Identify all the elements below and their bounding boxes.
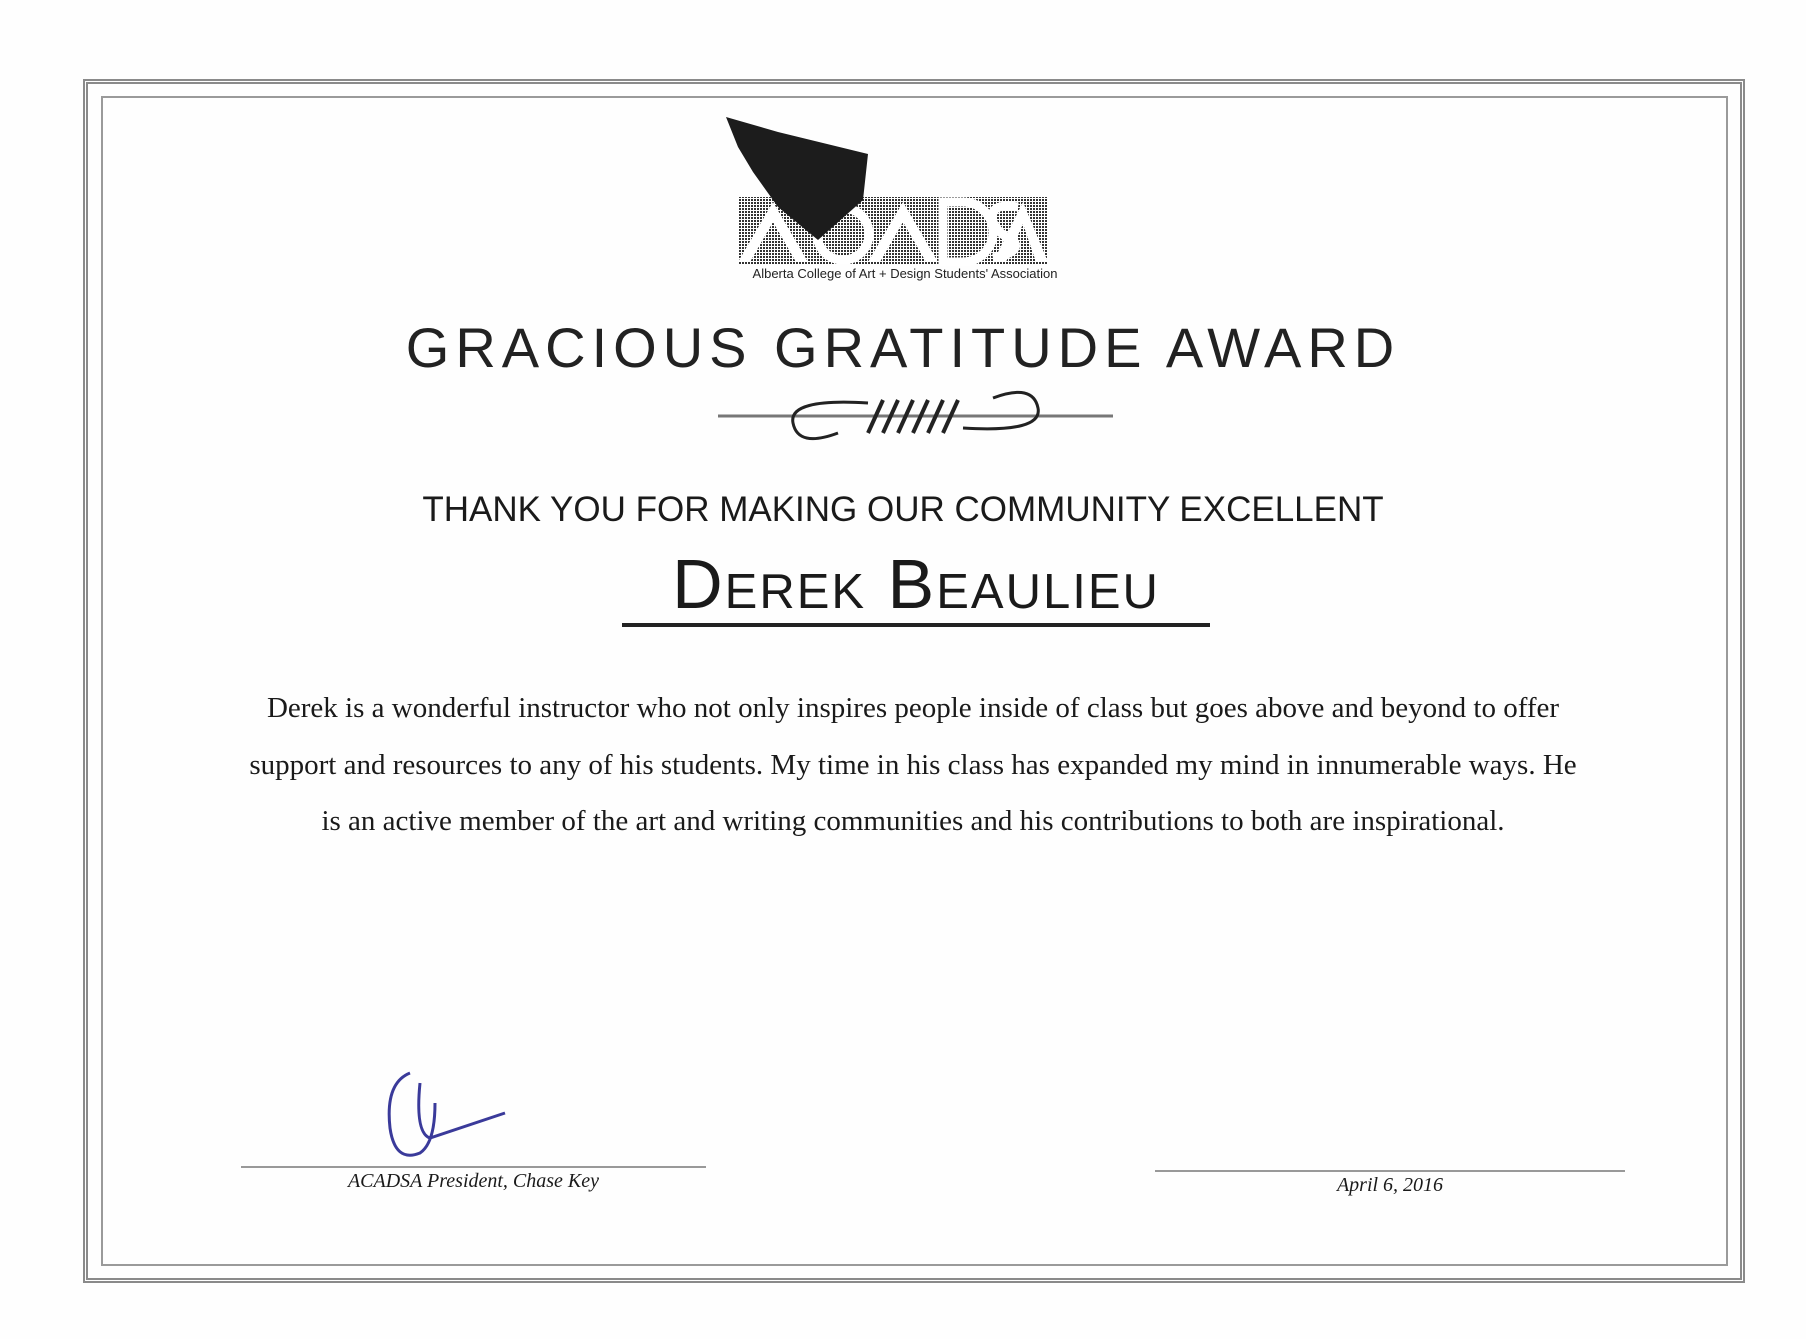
recipient-name: Derek Beaulieu (622, 545, 1210, 627)
handwritten-signature (385, 1068, 535, 1163)
signature-line (241, 1166, 706, 1168)
acadsa-logo (718, 112, 1068, 287)
logo-subtitle: Alberta College of Art + Design Students' Association (752, 266, 1058, 281)
date-line (1155, 1170, 1625, 1172)
award-date: April 6, 2016 (1336, 1174, 1444, 1196)
award-title: GRACIOUS GRATITUDE AWARD (405, 316, 1401, 379)
citation-text: Derek is a wonderful instructor who not only inspires people inside of class but goes above and beyond to offer support and resources to any of his students. My time in his class has expanded my mind in innumerable ways. He is an active member of the art and writing communities and his contributions to both are inspirational. (249, 692, 1577, 837)
signature-caption: ACADSA President, Chase Key (347, 1170, 600, 1192)
flourish-ornament (718, 388, 1113, 448)
subheading: THANK YOU FOR MAKING OUR COMMUNITY EXCELLENT (422, 490, 1384, 529)
